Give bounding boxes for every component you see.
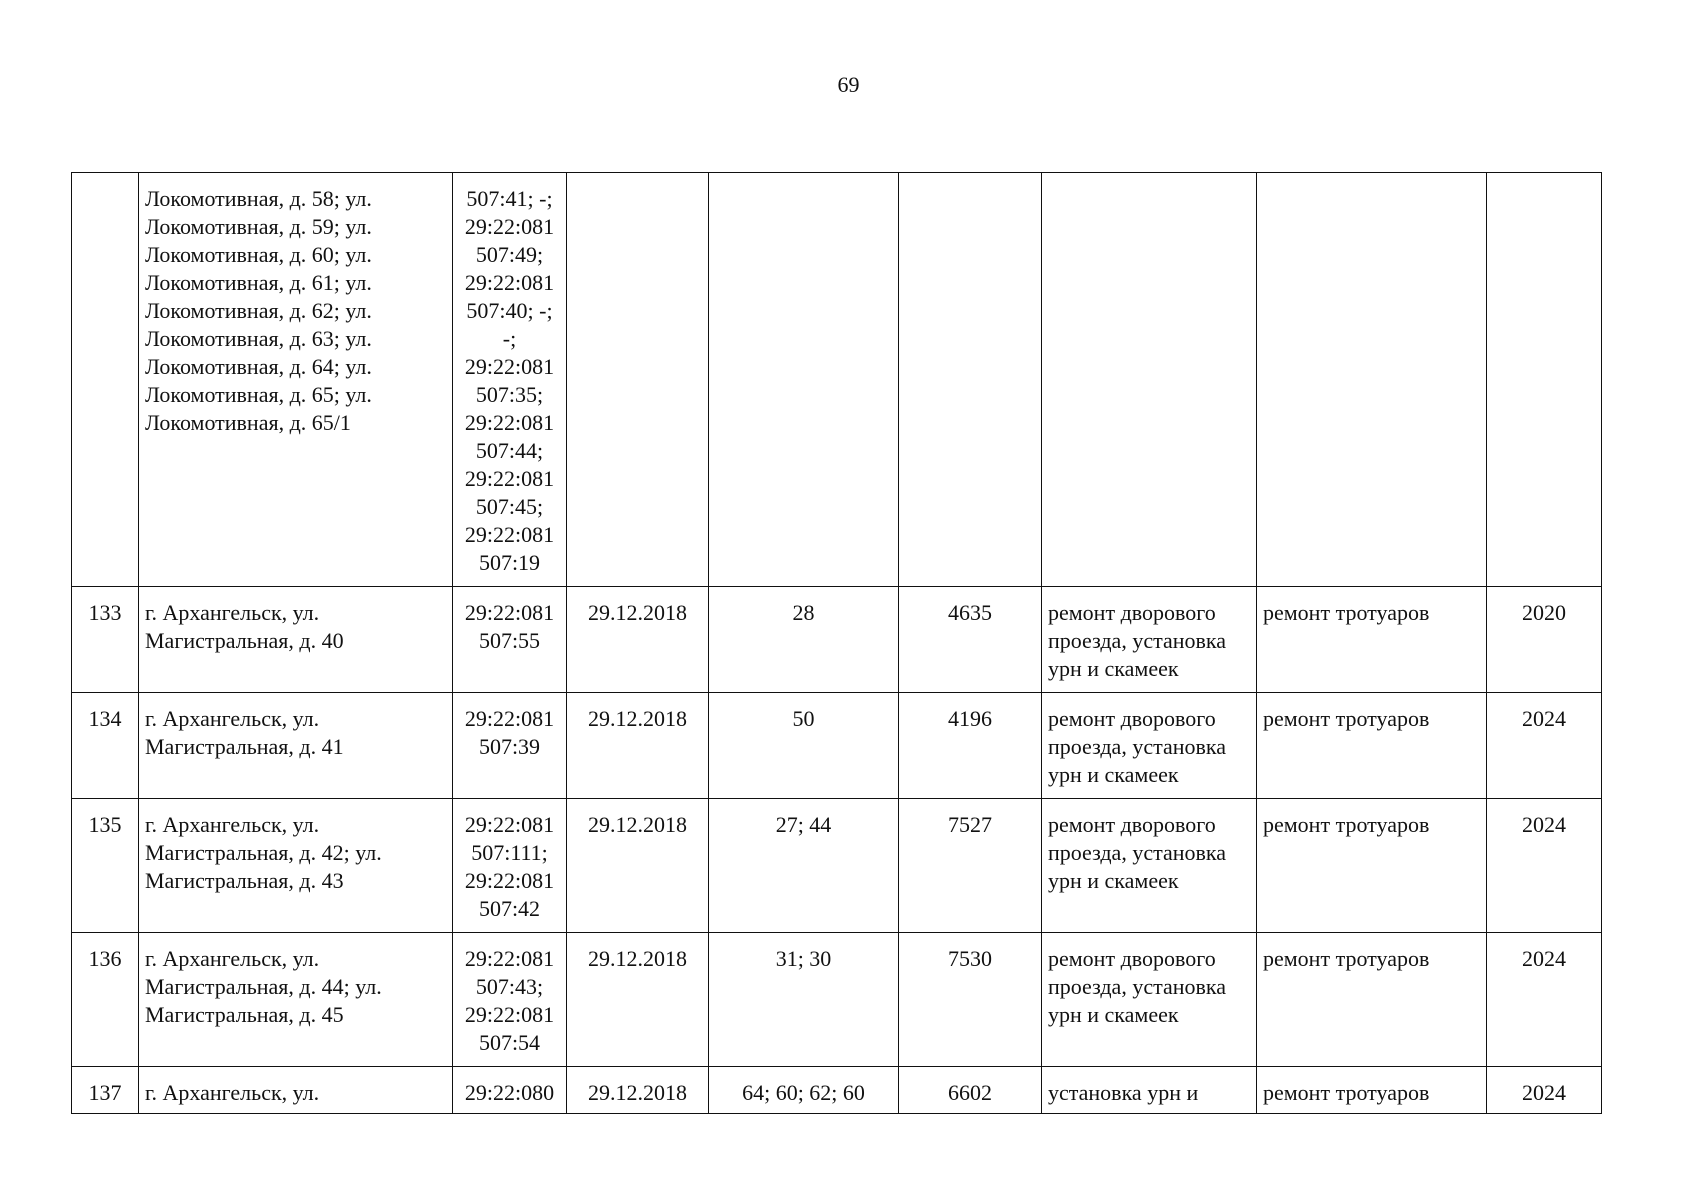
table-row: [72, 587, 1602, 693]
area-cell: 7527: [899, 799, 1042, 933]
table-row: [72, 173, 1602, 587]
address-cell: Локомотивная, д. 58; ул. Локомотивная, д. 59; ул. Локомотивная, д. 60; ул. Локомотивная, д. 61; ул. Локомотивная, д. 62; ул. Локомотивная, д. 63; ул. Локомотивная, д. 64; ул. Локомотивная, д. 65; ул. Локомотивная, д. 65/1: [139, 173, 453, 587]
date-cell: 29.12.2018: [567, 933, 709, 1067]
apartments-cell: 50: [709, 693, 899, 799]
area-cell: 4635: [899, 587, 1042, 693]
area-cell: 7530: [899, 933, 1042, 1067]
address-cell: г. Архангельск, ул. Магистральная, д. 40: [139, 587, 453, 693]
row-number-cell: 133: [72, 587, 139, 693]
address-cell: г. Архангельск, ул.: [139, 1067, 453, 1114]
table-row: [72, 799, 1602, 933]
cadastral-number-cell: 29:22:080: [453, 1067, 567, 1114]
area-cell: 6602: [899, 1067, 1042, 1114]
address-cell: г. Архангельск, ул. Магистральная, д. 44; ул. Магистральная, д. 45: [139, 933, 453, 1067]
apartments-cell: 28: [709, 587, 899, 693]
extra-works-cell: [1257, 173, 1487, 587]
cadastral-number-cell: 507:41; -; 29:22:081 507:49; 29:22:081 507:40; -; -; 29:22:081 507:35; 29:22:081 507:44; 29:22:081 507:45; 29:22:081 507:19: [453, 173, 567, 587]
date-cell: 29.12.2018: [567, 587, 709, 693]
date-cell: [567, 173, 709, 587]
year-cell: 2024: [1487, 799, 1602, 933]
row-number-cell: 134: [72, 693, 139, 799]
cadastral-number-cell: 29:22:081 507:55: [453, 587, 567, 693]
date-cell: 29.12.2018: [567, 1067, 709, 1114]
apartments-cell: 64; 60; 62; 60: [709, 1067, 899, 1114]
cadastral-number-cell: 29:22:081 507:111; 29:22:081 507:42: [453, 799, 567, 933]
page-number: 69: [837, 72, 860, 97]
main-works-cell: ремонт дворового проезда, установка урн и скамеек: [1042, 693, 1257, 799]
cadastral-number-cell: 29:22:081 507:43; 29:22:081 507:54: [453, 933, 567, 1067]
row-number-cell: [72, 173, 139, 587]
row-number-cell: 136: [72, 933, 139, 1067]
row-number-cell: 135: [72, 799, 139, 933]
year-cell: 2024: [1487, 693, 1602, 799]
extra-works-cell: ремонт тротуаров: [1257, 693, 1487, 799]
year-cell: [1487, 173, 1602, 587]
area-cell: 4196: [899, 693, 1042, 799]
year-cell: 2024: [1487, 933, 1602, 1067]
table-row: [72, 1067, 1602, 1114]
cadastral-number-cell: 29:22:081 507:39: [453, 693, 567, 799]
main-works-cell: установка урн и: [1042, 1067, 1257, 1114]
table-row: [72, 693, 1602, 799]
extra-works-cell: ремонт тротуаров: [1257, 1067, 1487, 1114]
address-cell: г. Архангельск, ул. Магистральная, д. 42; ул. Магистральная, д. 43: [139, 799, 453, 933]
year-cell: 2024: [1487, 1067, 1602, 1114]
improvement-table: [71, 172, 1602, 1114]
main-works-cell: ремонт дворового проезда, установка урн и скамеек: [1042, 799, 1257, 933]
extra-works-cell: ремонт тротуаров: [1257, 933, 1487, 1067]
apartments-cell: 27; 44: [709, 799, 899, 933]
table-row: [72, 933, 1602, 1067]
main-works-cell: ремонт дворового проезда, установка урн и скамеек: [1042, 933, 1257, 1067]
extra-works-cell: ремонт тротуаров: [1257, 587, 1487, 693]
address-cell: г. Архангельск, ул. Магистральная, д. 41: [139, 693, 453, 799]
extra-works-cell: ремонт тротуаров: [1257, 799, 1487, 933]
date-cell: 29.12.2018: [567, 693, 709, 799]
year-cell: 2020: [1487, 587, 1602, 693]
main-works-cell: [1042, 173, 1257, 587]
main-works-cell: ремонт дворового проезда, установка урн и скамеек: [1042, 587, 1257, 693]
apartments-cell: 31; 30: [709, 933, 899, 1067]
row-number-cell: 137: [72, 1067, 139, 1114]
apartments-cell: [709, 173, 899, 587]
area-cell: [899, 173, 1042, 587]
date-cell: 29.12.2018: [567, 799, 709, 933]
